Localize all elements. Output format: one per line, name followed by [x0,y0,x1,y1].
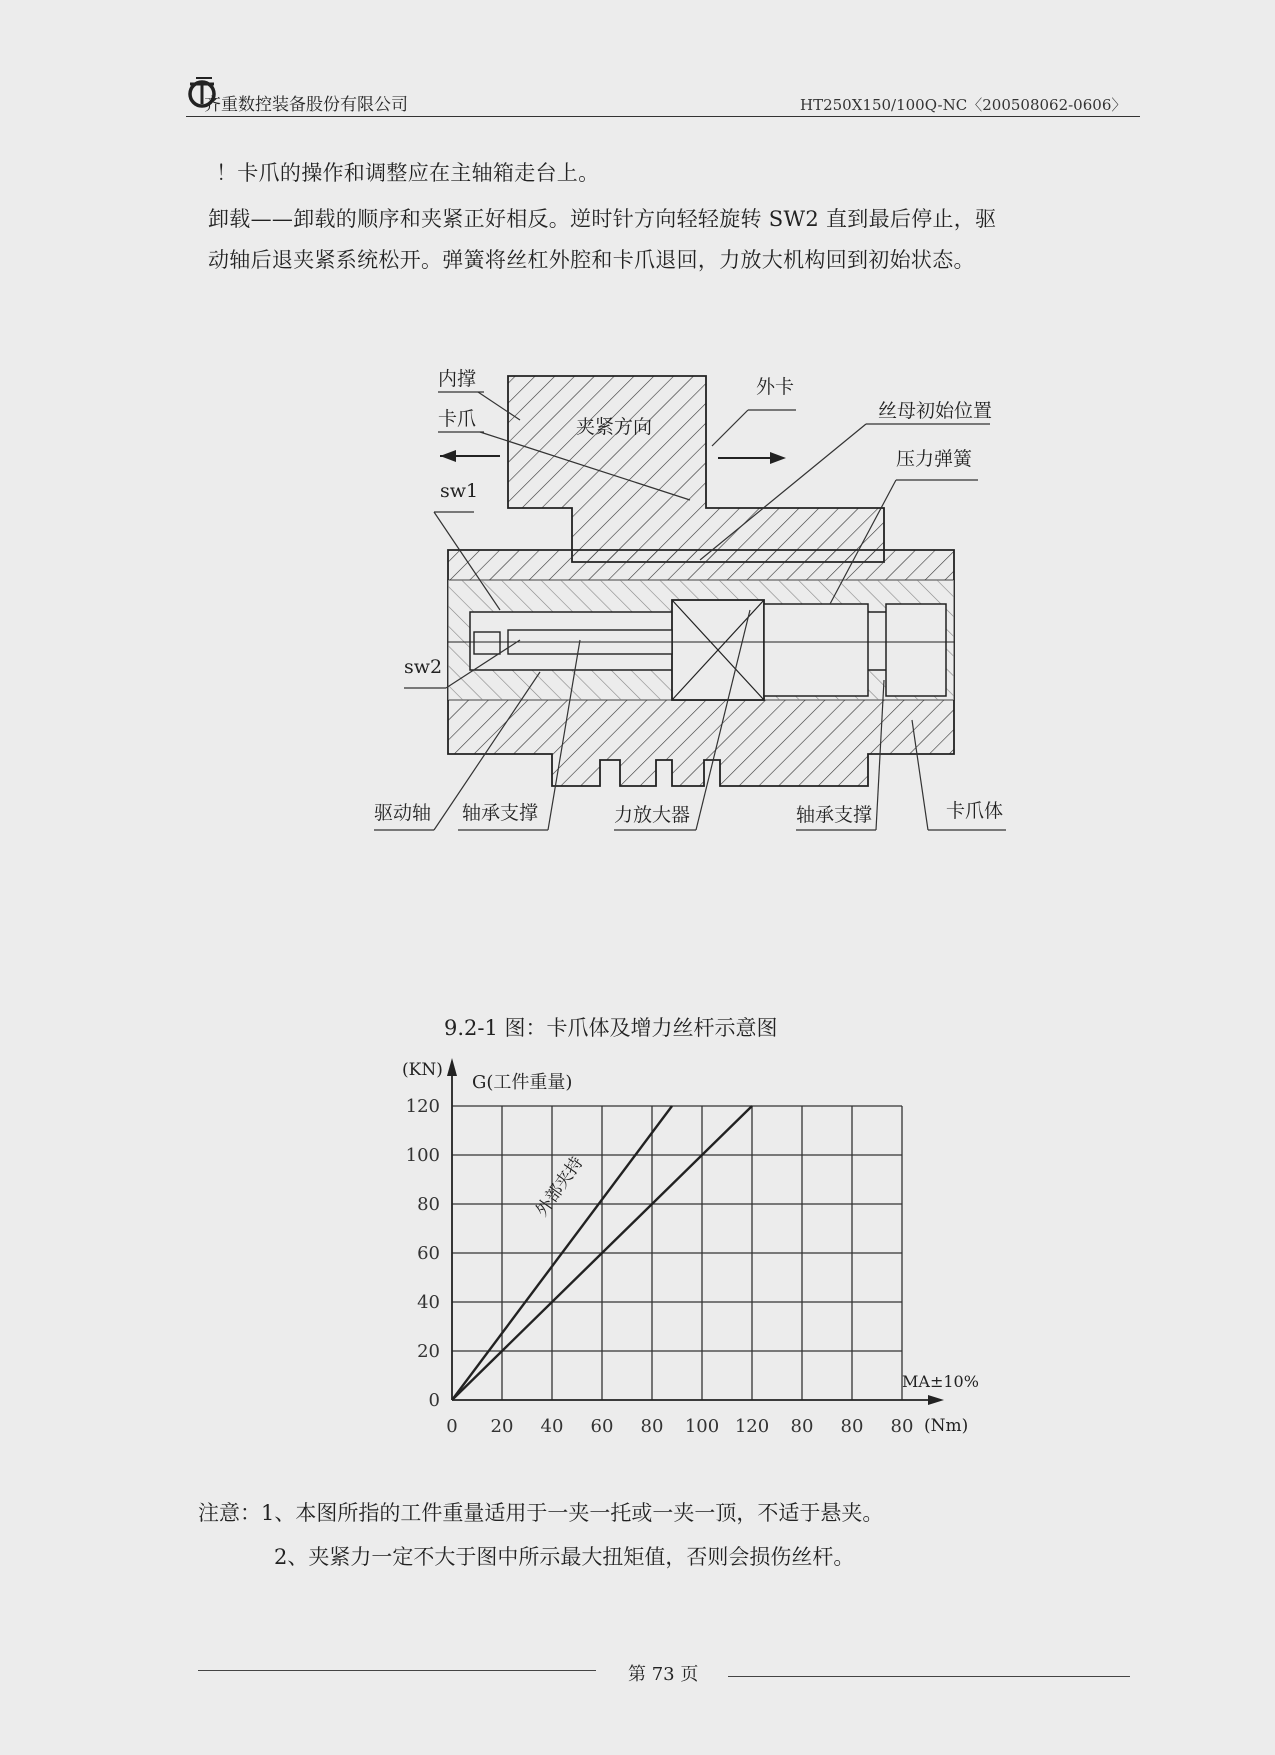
document-code: HT250X150/100Q-NC〈200508062-0606〉 [800,96,1127,114]
note-2: 2、夹紧力一定不大于图中所示最大扭矩值，否则会损伤丝杆。 [274,1545,855,1569]
y-tick-label: 100 [405,1145,440,1166]
unload-text-line1: 卸载——卸载的顺序和夹紧正好相反。逆时针方向轻轻旋转 SW2 直到最后停止，驱 [208,207,997,231]
x-axis-arrow [928,1395,944,1405]
x-tick-label: 80 [790,1416,814,1437]
label-outer-clamp: 外卡 [756,376,795,398]
label-clamp-direction: 夹紧方向 [576,416,653,438]
x-tick-label: 40 [540,1416,564,1437]
x-tick-label: 20 [490,1416,514,1437]
label-pressure-spring: 压力弹簧 [896,448,973,470]
label-nut-initial-position: 丝母初始位置 [878,400,993,422]
y-tick-label: 60 [417,1243,440,1264]
y-tick-label: 80 [417,1194,440,1215]
x-tick-label: 80 [890,1416,914,1437]
y-axis-title: G(工件重量) [472,1072,573,1093]
footer-rule-right [728,1676,1130,1677]
label-sw1: sw1 [440,480,479,502]
x-tick-label: 80 [640,1416,664,1437]
note-1: 注意：1、本图所指的工件重量适用于一夹一托或一夹一顶，不适于悬夹。 [198,1501,884,1525]
x-tick-label: 60 [590,1416,614,1437]
figure-caption: 9.2-1 图：卡爪体及增力丝杆示意图 [444,1016,778,1040]
x-tick-label: 120 [734,1416,770,1437]
y-tick-label: 40 [417,1292,440,1313]
footer-rule-left [198,1670,596,1671]
x-unit-annotation: MA±10% [902,1372,979,1391]
label-sw2: sw2 [404,656,443,678]
y-tick-label: 0 [428,1390,440,1411]
warning-text: ！卡爪的操作和调整应在主轴箱走台上。 [216,161,600,185]
company-name: 齐重数控装备股份有限公司 [204,95,408,115]
y-tick-label: 20 [417,1341,440,1362]
x-unit-label: (Nm) [924,1416,969,1436]
label-bearing-support-right: 轴承支撑 [796,804,873,826]
label-force-amplifier: 力放大器 [614,804,691,826]
page-number: 第 73 页 [628,1664,699,1685]
y-axis-arrow [447,1058,457,1076]
x-tick-label: 0 [446,1416,458,1437]
y-tick-label: 120 [405,1096,440,1117]
x-tick-label: 80 [840,1416,864,1437]
series-annotation: 外部夹持 [532,1153,588,1221]
x-tick-label: 100 [684,1416,720,1437]
label-bearing-support-left: 轴承支撑 [462,802,539,824]
y-unit-label: (KN) [402,1060,443,1080]
label-drive-shaft: 驱动轴 [374,802,432,824]
label-jaw-body: 卡爪体 [946,800,1004,822]
label-inner-support: 内撑 [438,368,477,390]
label-jaw: 卡爪 [438,408,477,430]
unload-text-line2: 动轴后退夹紧系统松开。弹簧将丝杠外腔和卡爪退回，力放大机构回到初始状态。 [208,248,975,272]
